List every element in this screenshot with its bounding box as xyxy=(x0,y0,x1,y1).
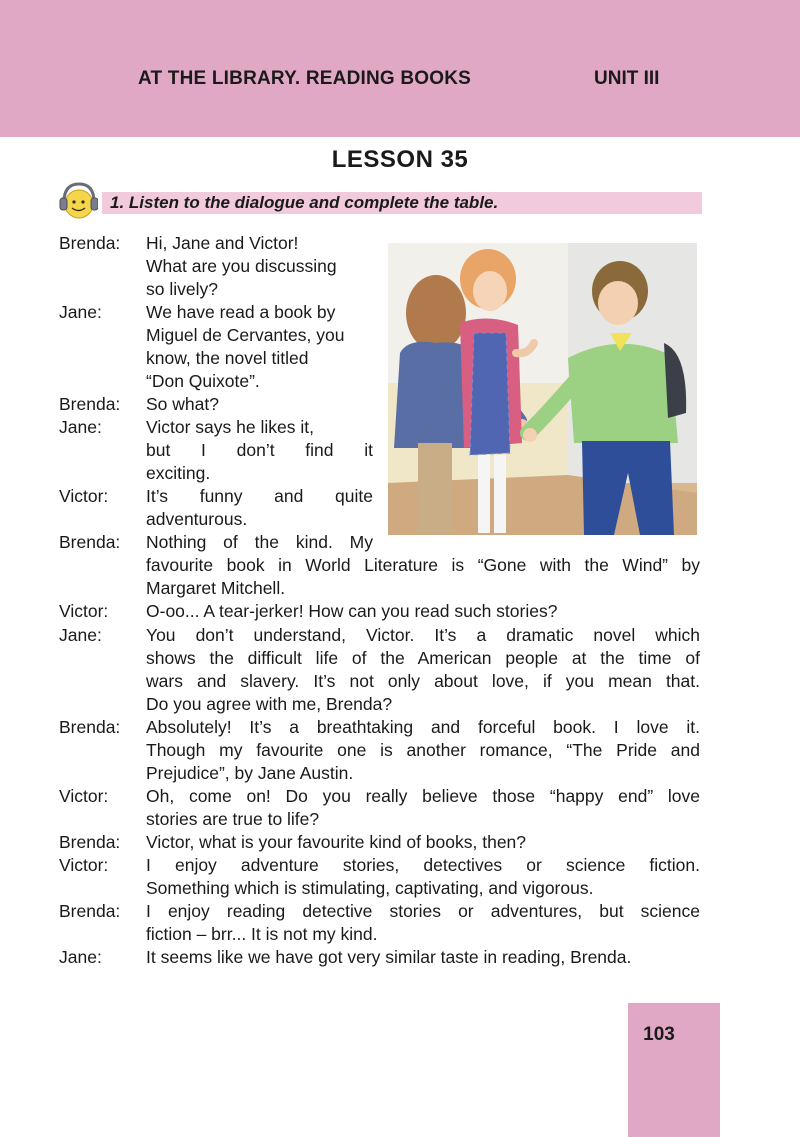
page-number: 103 xyxy=(643,1024,675,1045)
speaker-label: Jane: xyxy=(59,947,102,967)
dialogue-line: Victor says he likes it, xyxy=(146,417,314,437)
speaker-label: Jane: xyxy=(59,417,102,437)
dialogue-line: know, the novel titled xyxy=(146,348,309,368)
speaker-label: Brenda: xyxy=(59,901,121,921)
dialogue-line: stories are true to life? xyxy=(146,809,320,829)
speaker-label: Jane: xyxy=(59,302,102,322)
dialogue-line: fiction – brr... It is not my kind. xyxy=(146,924,378,944)
dialogue-line: so lively? xyxy=(146,279,218,299)
section-title: AT THE LIBRARY. READING BOOKS xyxy=(138,68,472,89)
dialogue-line: What are you discussing xyxy=(146,256,337,276)
dialogue-line: You don’t understand, Victor. It’s a dramatic novel which xyxy=(146,625,700,645)
dialogue-line: exciting. xyxy=(146,463,211,483)
speaker-label: Brenda: xyxy=(59,233,121,253)
dialogue-line: Absolutely! It’s a breathtaking and forceful book. I love it. xyxy=(146,717,700,737)
dialogue-line: Prejudice”, by Jane Austin. xyxy=(146,763,354,783)
dialogue-line: Hi, Jane and Victor! xyxy=(146,233,299,253)
dialogue-line: It’s funny and quite xyxy=(146,486,373,506)
speaker-label: Victor: xyxy=(59,855,109,875)
children-illustration xyxy=(388,243,697,535)
dialogue-line: shows the difficult life of the American people at the time of xyxy=(146,648,700,668)
dialogue-line: Though my favourite one is another romance, “The Pride and xyxy=(146,740,700,760)
speaker-label: Jane: xyxy=(59,625,102,645)
dialogue-line: adventurous. xyxy=(146,509,248,529)
speaker-label: Victor: xyxy=(59,486,109,506)
dialogue-line: Victor, what is your favourite kind of books, then? xyxy=(146,832,527,852)
dialogue-line: wars and slavery. It’s not only about love, if you mean that. xyxy=(146,671,700,691)
dialogue-line: Oh, come on! Do you really believe those “happy end” love xyxy=(146,786,700,806)
dialogue-line: Something which is stimulating, captivating, and vigorous. xyxy=(146,878,594,898)
dialogue-line: Do you agree with me, Brenda? xyxy=(146,694,393,714)
speaker-label: Brenda: xyxy=(59,832,121,852)
dialogue-line: O-oo... A tear-jerker! How can you read such stories? xyxy=(146,601,558,621)
dialogue-line: Margaret Mitchell. xyxy=(146,578,286,598)
exercise-instruction: 1. Listen to the dialogue and complete the table. xyxy=(110,193,499,212)
dialogue-line: but I don’t find it xyxy=(146,440,373,460)
dialogue-line: I enjoy reading detective stories or adventures, but science xyxy=(146,901,700,921)
lesson-title: LESSON 35 xyxy=(331,146,469,173)
speaker-label: Brenda: xyxy=(59,394,121,414)
speaker-label: Victor: xyxy=(59,601,109,621)
dialogue-line: Miguel de Cervantes, you xyxy=(146,325,345,345)
dialogue-line: I enjoy adventure stories, detectives or science fiction. xyxy=(146,855,700,875)
speaker-label: Brenda: xyxy=(59,717,121,737)
dialogue-line: We have read a book by xyxy=(146,302,336,322)
dialogue-line: Nothing of the kind. My xyxy=(146,532,373,552)
dialogue-line: favourite book in World Literature is “Gone with the Wind” by xyxy=(146,555,700,575)
dialogue-line: So what? xyxy=(146,394,219,414)
speaker-label: Brenda: xyxy=(59,532,121,552)
speaker-label: Victor: xyxy=(59,786,109,806)
headphones-icon[interactable] xyxy=(58,180,98,222)
unit-label: UNIT III xyxy=(594,68,660,89)
dialogue-line: “Don Quixote”. xyxy=(146,371,260,391)
dialogue-line: It seems like we have got very similar taste in reading, Brenda. xyxy=(146,947,632,967)
